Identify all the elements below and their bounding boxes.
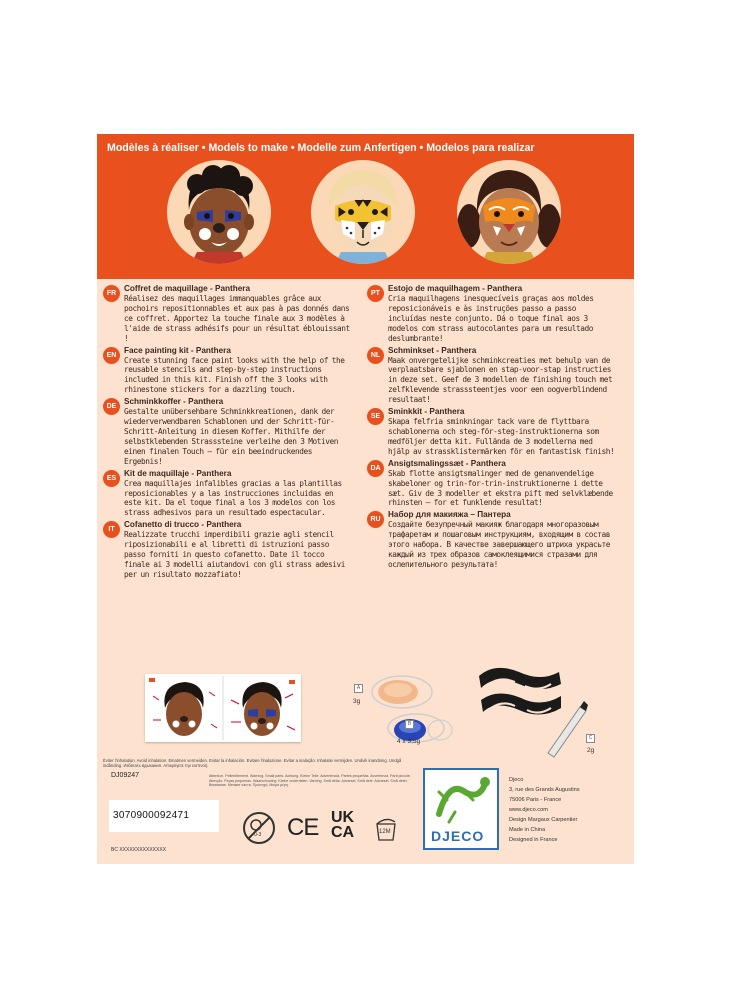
section-body: Maak onvergetelijke schminkcreaties met behulp van de verplaatsbare sjablonen en stap-voor-stap instructies in deze set. Geef de 3 modellen de finishing touch met zelfklevende strasssteentjes voor een oogverblindend resultaat! [388,355,613,405]
section-body: Réalisez des maquillages immanquables grâce aux pochoirs repositionnables et aux pas à pas donnés dans ce coffret. Apportez la touche finale aux 3 modèles à l'aide de strass adhésifs pour un résultat éblouissant ! [124,294,350,343]
section-title: Face painting kit - Panthera [124,345,231,355]
section-en [103,346,353,396]
barcode-box [109,800,219,832]
lang-badge: ES [103,470,120,487]
section-ru [367,510,617,570]
lang-badge: DE [103,398,120,415]
section-title: Cofanetto di trucco - Panthera [124,520,242,530]
lang-badge: NL [367,347,384,364]
section-title: Estojo de maquilhagem - Panthera [388,284,523,293]
ukca-bottom: CA [331,824,355,841]
djeco-wordmark: DJECO [431,828,485,844]
section-title: Набор для макияжа – Пантера [388,510,511,520]
lang-badge: RU [367,511,384,528]
pao-months: 12M [379,829,391,835]
manufacturer-line: 75006 Paris - France [509,797,562,803]
section-title: Schminkkoffer - Panthera [124,397,224,407]
certification-logos [243,810,413,850]
tiger-face-image [311,160,415,264]
banner-title: Modèles à réaliser • Models to make • Modelle zum Anfertigen • Modelos para realizar [107,142,535,154]
item-b-quantity: 4 x 3,5g [397,738,421,745]
section-body: Создайте безупречный макияж благодаря многоразовым трафаретам и пошаговым инструкциям, входящим в состав этого набора. В качестве завершающего штриха украсьте каждый из трех образов самоклеящимися стразами для ослепительного результата! [388,520,610,569]
section-body: Cria maquilhagens inesquecíveis graças aos moldes reposicionáveis e às instruções passo a passo incluídas neste conjunto. Dá o toque final aos 3 modelos com strass autocolantes para um resultado deslumbrante! [388,294,594,343]
section-de [103,397,353,466]
section-se [367,407,617,457]
inhalation-warning: Éviter l'inhalation. Avoid inhalation. Einatmen vermeiden. Evitar la inhalación. Evitare l'inalazione. Evitar a inalação. Inhalatie vermijden. Undvik inandning. Undgå indånding. Избегать вдыхания. Αποφύγετε την εισπνοή. [103,758,402,768]
item-a-quantity: 3g [353,698,361,705]
lang-badge: SE [367,408,384,425]
age-label: 0-3 [254,832,262,838]
small-parts-warning: Attention. Pellentitement. Warning. Small parts. Achtung. Kleine Teile. Advertencia. Partes pequeñas. Avvertenza. Parti piccole. Atenção. Peças pequenas. Waarschuwing. Kleine onderdelen. Varning. Små delar. Advarsel. Små dele. Advarsel. Små deler. Внимание. Мелкие части. Προσοχή. Μικρά μέρη. [209,774,411,788]
section-body: Create stunning face paint looks with the help of the reusable stencils and step-by-step instructions included in this kit. Finish off the 3 looks with rhinestone stickers for a dazzling touch. [124,355,345,395]
section-title: Ansigtsmalingssæt - Panthera [388,458,506,468]
manufacturer-line: 3, rue des Grands Augustins [509,787,580,793]
makeup-pencil-image [542,699,595,759]
package-back [97,134,634,864]
section-body: Skapa felfria sminkningar tack vare de flyttbara schablonerna och steg-för-steg-instruktionerna som medföljer detta kit. Fullända de 3 modellerna med hjälp av strassklistermärken för en fantastisk finish! [388,417,615,456]
pao-icon [373,816,399,842]
lang-badge: IT [103,521,120,538]
lang-badge: EN [103,347,120,364]
section-pt [367,284,617,344]
section-body: Crea maquillajes infalibles gracias a las plantillas reposicionables y a las instrucciones incluidas en este kit. Da el toque final a los 3 modelos con los strass adhesivos para un resultado espectacular. [124,478,342,518]
ukca-mark [331,810,361,840]
lang-badge: DA [367,460,384,477]
left-column [103,284,353,582]
section-title: Kit de maquillaje - Panthera [124,468,232,478]
item-c-marker: C [586,734,595,743]
section-body: Skab flotte ansigtsmalinger med de genanvendelige skabeloner og trin-for-trin-instruktionerne i dette sæt. Giv de 3 modeller et ekstra pift med selvklæbende rhinsten – for et funklende resultat! [388,468,613,508]
section-body: Realizzate trucchi imperdibili grazie agli stencil riposizionabili e al libretti di istruzioni passo passo forniti in questo cofanetto. Date il tocco finale ai 3 modelli aiutandovi con gli strass adesivi per un risultato mozzafiato! [124,530,345,579]
item-a-marker: A [354,684,363,693]
section-body: Gestalte unübersehbare Schminkkreationen, dank der wiederverwendbaren Schablonen und der Schritt-für-Schritt-Anleitung in diesem Koffer. Mithilfe der selbstklebenden Strasssteine verleihe den 3 Motiven einen finalen Touch – für ein beeindruckendes Ergebnis! [124,407,338,466]
manufacturer-line: www.djeco.com [509,807,548,813]
manufacturer-info [509,775,580,845]
section-es [103,469,353,519]
lang-badge: PT [367,285,384,302]
girl-face-image [457,160,561,264]
item-b-marker: B [405,720,414,729]
age-warning-icon [243,812,275,844]
product-reference: DJ09247 [111,772,140,779]
ukca-top: UK [331,809,355,826]
section-title: Sminkkit - Panthera [388,407,465,417]
section-it [103,520,353,580]
barcode-number: 3070900092471 [113,810,190,821]
section-da [367,459,617,509]
section-nl [367,346,617,406]
instruction-booklet-image [145,674,301,742]
item-c-quantity: 2g [587,747,595,754]
section-fr [103,284,353,344]
djeco-logo [423,768,499,850]
boy-face-image [167,160,271,264]
lang-badge: FR [103,285,120,302]
section-title: Schminkset - Panthera [388,345,477,355]
right-column [367,284,617,572]
ce-mark: CE [287,814,319,841]
section-title: Coffret de maquillage - Panthera [124,284,251,293]
manufacturer-line: Designed in France [509,837,558,843]
manufacturer-line: Design Margaux Carpentier [509,817,578,823]
models-banner [97,134,634,279]
manufacturer-line: Djeco [509,777,524,783]
manufacturer-line: Made in China [509,827,546,833]
batch-code: BC XXXXXXXXXXXXXX [111,847,167,853]
